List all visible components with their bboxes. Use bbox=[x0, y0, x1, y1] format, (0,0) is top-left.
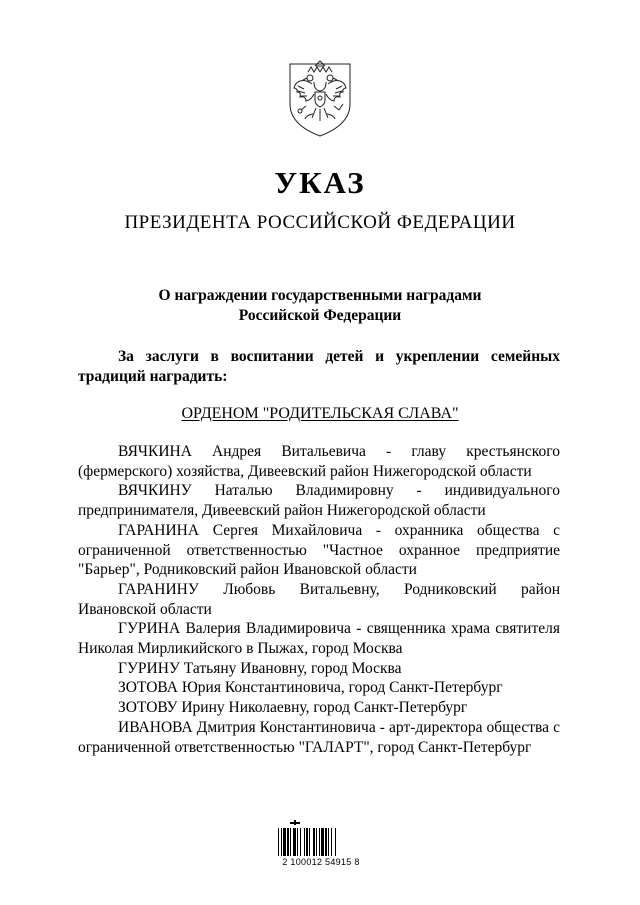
recipients-list bbox=[78, 442, 560, 757]
decree-title: УКАЗ bbox=[274, 165, 366, 200]
award-name: ОРДЕНОМ "РОДИТЕЛЬСКАЯ СЛАВА" bbox=[181, 405, 459, 422]
decree-preamble: За заслуги в воспитании детей и укреплении семейных традиций наградить: bbox=[78, 348, 560, 385]
list-item: ЗОТОВУ Ирину Николаевну, город Санкт-Петербург bbox=[118, 699, 468, 717]
coat-of-arms-icon bbox=[286, 58, 354, 138]
list-item: ВЯЧКИНУ Наталью Владимировну - индивидуального предпринимателя, Дивеевский район Нижегородской области bbox=[78, 482, 560, 520]
list-item: ИВАНОВА Дмитрия Константиновича - арт-директора общества с ограниченной ответственностью "ГАЛАРТ", город Санкт-Петербург bbox=[78, 718, 560, 756]
list-item: ГАРАНИНА Сергея Михайловича - охранника общества с ограниченной ответственностью "Частное охранное предприятие "Барьер", Родниковский район Ивановской области bbox=[78, 521, 560, 579]
subject-line-2: Российской Федерации bbox=[238, 307, 402, 324]
barcode-number: 2 100012 54915 8 bbox=[282, 857, 360, 867]
list-item: ВЯЧКИНА Андрея Витальевича - главу крестьянского (фермерского) хозяйства, Дивеевский район Нижегородской области bbox=[78, 443, 560, 480]
list-item: ЗОТОВА Юрия Константиновича, город Санкт-Петербург bbox=[118, 679, 503, 697]
list-item: ГУРИНА Валерия Владимировича - священника храма святителя Николая Мирликийского в Пыжах, город Москва bbox=[78, 620, 560, 658]
decree-subtitle: ПРЕЗИДЕНТА РОССИЙСКОЙ ФЕДЕРАЦИИ bbox=[124, 212, 516, 233]
subject-line-1: О награждении государственными наградами bbox=[158, 287, 482, 304]
list-item: ГАРАНИНУ Любовь Витальевну, Родниковский район Ивановской области bbox=[78, 580, 560, 618]
list-item: ГУРИНУ Татьяну Ивановну, город Москва bbox=[118, 659, 402, 677]
decree-subject bbox=[0, 286, 640, 326]
